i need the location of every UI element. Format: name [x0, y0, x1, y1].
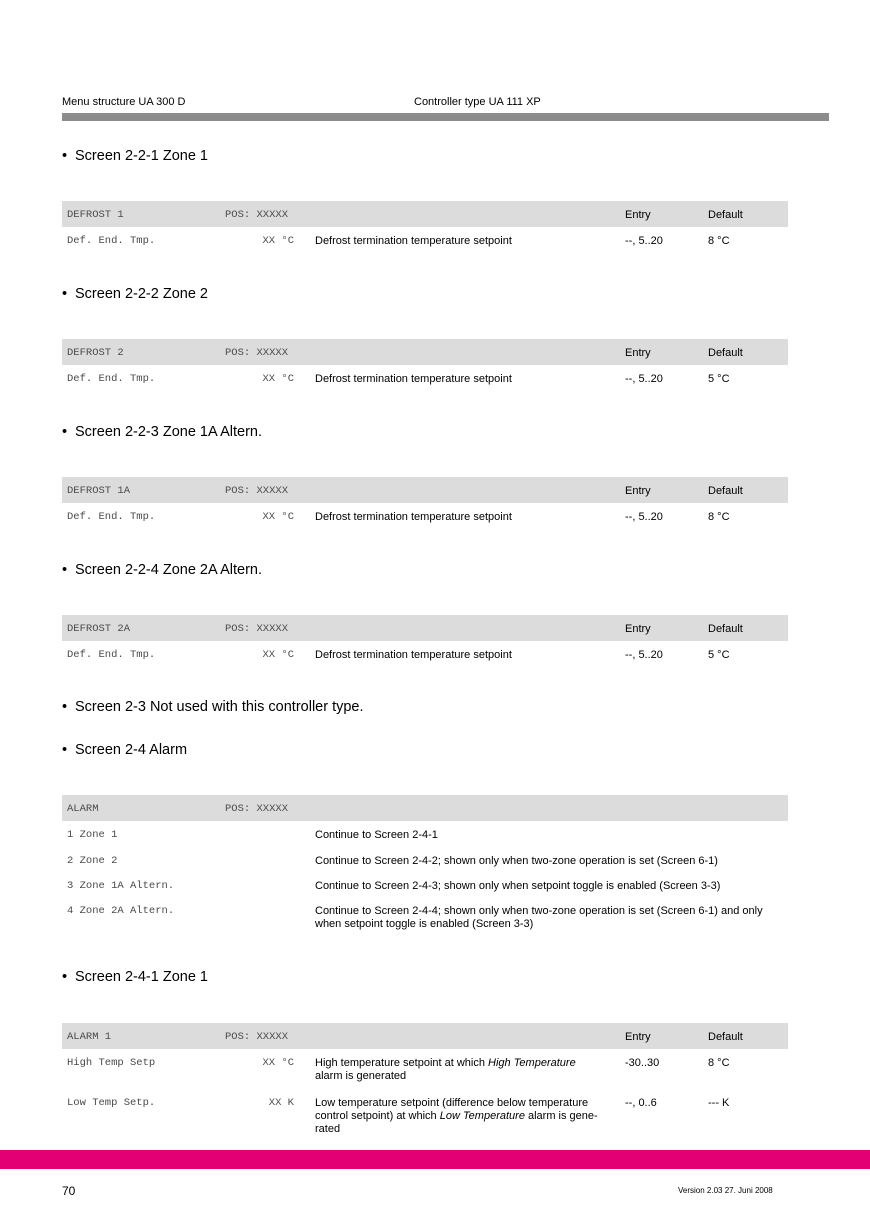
param-entry: --, 5..20 — [625, 511, 663, 523]
entry-header: Entry — [625, 347, 651, 359]
section-title-2-2-4: • Screen 2-2-4 Zone 2A Altern. — [62, 562, 262, 578]
table-row — [62, 821, 788, 847]
param-entry: -30..30 — [625, 1057, 660, 1069]
section-title-2-2-1: • Screen 2-2-1 Zone 1 — [62, 148, 208, 164]
table-row — [62, 872, 788, 897]
screen-pos: POS: XXXXX — [225, 347, 289, 359]
param-name: Def. End. Tmp. — [67, 511, 156, 523]
header-divider — [62, 113, 829, 121]
entry-header: Entry — [625, 1031, 651, 1043]
param-description: Low temperature setpoint (difference below temperature control setpoint) at which Low Temperature alarm is gene-rated — [315, 1097, 598, 1135]
table-defrost-2a — [62, 615, 788, 667]
param-value: XX °C — [262, 235, 294, 247]
default-header: Default — [708, 209, 743, 221]
param-entry: --, 5..20 — [625, 649, 663, 661]
table-defrost-1 — [62, 201, 788, 253]
param-value: XX °C — [262, 373, 294, 385]
screen-name: DEFROST 1 — [67, 209, 124, 221]
param-value: XX °C — [262, 649, 294, 661]
table-alarm-1 — [62, 1023, 788, 1139]
param-entry: --, 5..20 — [625, 373, 663, 385]
screen-name: ALARM 1 — [67, 1031, 112, 1043]
param-name: Def. End. Tmp. — [67, 235, 156, 247]
table-defrost-2 — [62, 339, 788, 391]
param-name: Low Temp Setp. — [67, 1097, 156, 1109]
section-title-2-4: • Screen 2-4 Alarm — [62, 742, 188, 758]
param-description: Defrost termination temperature setpoint — [315, 649, 512, 661]
menu-item: 2 Zone 2 — [67, 855, 118, 867]
param-value: XX °C — [262, 511, 294, 523]
param-description: Defrost termination temperature setpoint — [315, 373, 512, 385]
table-row — [62, 227, 788, 253]
screen-pos: POS: XXXXX — [225, 209, 289, 221]
table-row — [62, 1049, 788, 1089]
table-row — [62, 365, 788, 391]
table-row — [62, 847, 788, 872]
table-header — [62, 615, 788, 641]
version-info: Version 2.03 27. Juni 2008 — [678, 1186, 773, 1195]
screen-name: DEFROST 2 — [67, 347, 124, 359]
menu-item-description: Continue to Screen 2-4-3; shown only when setpoint toggle is enabled (Screen 3-3) — [315, 880, 721, 892]
menu-item-description: Continue to Screen 2-4-1 — [315, 829, 438, 841]
param-description: High temperature setpoint at which High Temperature alarm is generated — [315, 1057, 576, 1082]
table-header — [62, 339, 788, 365]
param-value: XX °C — [262, 1057, 294, 1069]
screen-pos: POS: XXXXX — [225, 623, 289, 635]
param-name: Def. End. Tmp. — [67, 373, 156, 385]
menu-item: 4 Zone 2A Altern. — [67, 905, 175, 917]
menu-item-description: Continue to Screen 2-4-4; shown only when two-zone operation is set (Screen 6-1) and only when setpoint toggle is enabled (Screen 3-3) — [315, 905, 763, 930]
default-header: Default — [708, 1031, 743, 1043]
table-row — [62, 641, 788, 667]
screen-name: DEFROST 2A — [67, 623, 131, 635]
default-header: Default — [708, 347, 743, 359]
entry-header: Entry — [625, 209, 651, 221]
table-defrost-1a — [62, 477, 788, 529]
menu-item-description: Continue to Screen 2-4-2; shown only when two-zone operation is set (Screen 6-1) — [315, 855, 718, 867]
table-header — [62, 201, 788, 227]
table-row — [62, 503, 788, 529]
table-row — [62, 897, 788, 937]
section-title-2-4-1: • Screen 2-4-1 Zone 1 — [62, 969, 208, 985]
screen-name: ALARM — [67, 803, 99, 815]
section-title-2-2-3: • Screen 2-2-3 Zone 1A Altern. — [62, 424, 262, 440]
param-name: High Temp Setp — [67, 1057, 156, 1069]
footer-accent-bar — [0, 1150, 870, 1169]
param-name: Def. End. Tmp. — [67, 649, 156, 661]
param-value: XX K — [268, 1097, 294, 1109]
menu-item: 3 Zone 1A Altern. — [67, 880, 175, 892]
table-header — [62, 795, 788, 821]
header-left: Menu structure UA 300 D — [62, 96, 186, 108]
section-title-2-2-2: • Screen 2-2-2 Zone 2 — [62, 286, 208, 302]
param-entry: --, 0..6 — [625, 1097, 657, 1109]
param-default: 8 °C — [708, 235, 730, 247]
screen-pos: POS: XXXXX — [225, 1031, 289, 1043]
table-alarm — [62, 795, 788, 937]
param-default: 5 °C — [708, 649, 730, 661]
screen-pos: POS: XXXXX — [225, 803, 289, 815]
table-header — [62, 1023, 788, 1049]
header-center: Controller type UA 111 XP — [414, 96, 541, 108]
param-default: 5 °C — [708, 373, 730, 385]
section-title-2-3: • Screen 2-3 Not used with this controller type. — [62, 699, 364, 715]
param-default: --- K — [708, 1097, 730, 1109]
param-description: Defrost termination temperature setpoint — [315, 235, 512, 247]
screen-pos: POS: XXXXX — [225, 485, 289, 497]
table-header — [62, 477, 788, 503]
screen-name: DEFROST 1A — [67, 485, 131, 497]
default-header: Default — [708, 485, 743, 497]
param-description: Defrost termination temperature setpoint — [315, 511, 512, 523]
param-default: 8 °C — [708, 511, 730, 523]
param-default: 8 °C — [708, 1057, 730, 1069]
page-number: 70 — [62, 1184, 76, 1198]
default-header: Default — [708, 623, 743, 635]
table-row — [62, 1089, 788, 1139]
param-entry: --, 5..20 — [625, 235, 663, 247]
entry-header: Entry — [625, 485, 651, 497]
menu-item: 1 Zone 1 — [67, 829, 118, 841]
entry-header: Entry — [625, 623, 651, 635]
